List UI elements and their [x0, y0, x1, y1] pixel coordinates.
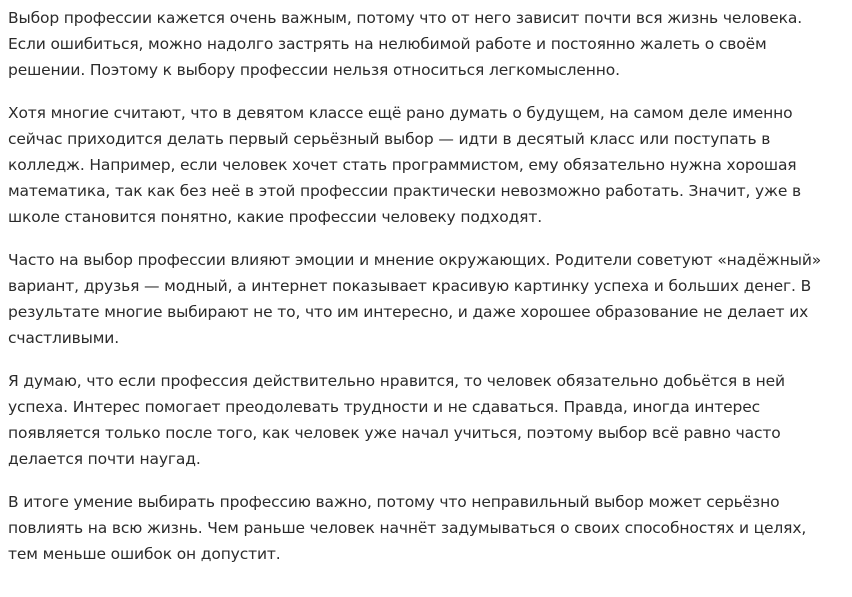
text-line: делается почти наугад.	[8, 450, 201, 468]
text-line: колледж. Например, если человек хочет стать программистом, ему обязательно нужна хорошая	[8, 156, 797, 174]
text-line: счастливыми.	[8, 329, 119, 347]
text-line: повлиять на всю жизнь. Чем раньше человек начнёт задумываться о своих способностях и целях,	[8, 519, 807, 537]
text-line: В итоге умение выбирать профессию важно, потому что неправильный выбор может серьёзно	[8, 493, 780, 511]
paragraph-5	[8, 489, 844, 567]
text-line: вариант, друзья — модный, а интернет показывает красивую картинку успеха и больших денег. В	[8, 277, 812, 295]
text-line: Часто на выбор профессии влияют эмоции и мнение окружающих. Родители советуют «надёжный»	[8, 251, 822, 269]
paragraph-4	[8, 368, 844, 472]
text-line: Хотя многие считают, что в девятом классе ещё рано думать о будущем, на самом деле именно	[8, 104, 793, 122]
text-line: тем меньше ошибок он допустит.	[8, 545, 281, 563]
paragraph-1	[8, 5, 844, 83]
text-line: Если ошибиться, можно надолго застрять на нелюбимой работе и постоянно жалеть о своём	[8, 35, 767, 53]
text-line: решении. Поэтому к выбору профессии нельзя относиться легкомысленно.	[8, 61, 620, 79]
text-line: математика, так как без неё в этой профессии практически невозможно работать. Значит, уже в	[8, 182, 801, 200]
text-line: успеха. Интерес помогает преодолевать трудности и не сдаваться. Правда, иногда интерес	[8, 398, 760, 416]
text-line: результате многие выбирают не то, что им интересно, и даже хорошее образование не делает их	[8, 303, 809, 321]
text-line: появляется только после того, как человек уже начал учиться, поэтому выбор всё равно часто	[8, 424, 781, 442]
paragraph-3	[8, 247, 844, 351]
paragraph-2	[8, 100, 844, 230]
text-line: Выбор профессии кажется очень важным, потому что от него зависит почти вся жизнь человека.	[8, 9, 803, 27]
text-line: школе становится понятно, какие профессии человеку подходят.	[8, 208, 542, 226]
text-line: сейчас приходится делать первый серьёзный выбор — идти в десятый класс или поступать в	[8, 130, 771, 148]
text-line: Я думаю, что если профессия действительно нравится, то человек обязательно добьётся в ней	[8, 372, 785, 390]
